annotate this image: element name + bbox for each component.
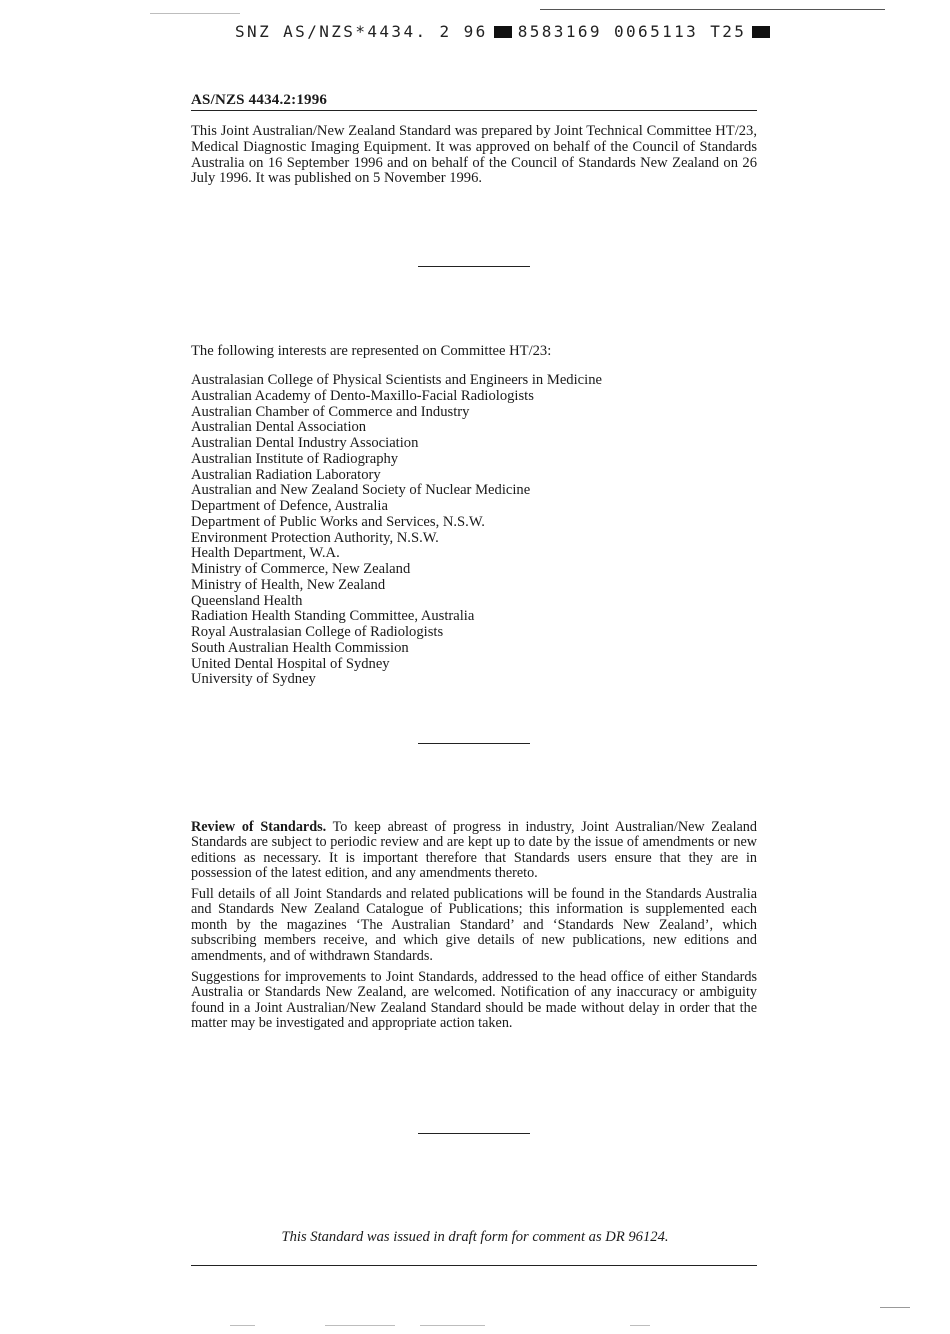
scan-artifact-line <box>420 1325 485 1326</box>
list-item: Radiation Health Standing Committee, Australia <box>191 608 475 625</box>
review-paragraph-2: Full details of all Joint Standards and related publications will be found in the Standards Australia and Standards New Zealand Catalogue of Publications; this information is supplemented each month by the magazines ‘The Australian Standard’ and ‘Standards New Zealand’, which subscribing members receive, and which give details of new publications, new editions and amendments, and of withdrawn Standards. <box>191 886 757 964</box>
list-item: Queensland Health <box>191 592 303 609</box>
review-paragraph-1 <box>191 820 757 882</box>
review-text-1: To keep abreast of progress in industry, Joint Australian/New Zealand Standards are subject to periodic review and are kept up to date by the issue of amendments or new editions as necessary. It is important therefore that Standards users ensure that they are in possession of the latest edition, and any amendments thereto. <box>191 819 757 882</box>
list-item: Australian Dental Association <box>191 419 367 436</box>
catalogue-code-header <box>235 22 795 41</box>
scan-artifact-line <box>230 1325 255 1326</box>
list-item: Royal Australasian College of Radiologists <box>191 624 444 640</box>
list-item: Ministry of Health, New Zealand <box>191 576 386 593</box>
scan-artifact-line <box>540 9 885 10</box>
list-item: Ministry of Commerce, New Zealand <box>191 561 411 577</box>
list-item: University of Sydney <box>191 671 316 688</box>
redaction-block-icon <box>494 26 512 38</box>
catalogue-code-right: 8583169 0065113 T25 <box>517 22 747 41</box>
preparation-paragraph: This Joint Australian/New Zealand Standard was prepared by Joint Technical Committee HT/23, Medical Diagnostic Imaging Equipment. It was approved on behalf of the Council of Standards Australia on 16 September 1996 and on behalf of the Council of Standards New Zealand on 26 July 1996. It was published on 5 November 1996. <box>191 123 757 187</box>
committee-intro: The following interests are represented on Committee HT/23: <box>191 343 552 359</box>
list-item: Australian Dental Industry Association <box>191 435 419 451</box>
section-divider <box>418 1133 530 1134</box>
list-item: Australian Academy of Dento-Maxillo-Facial Radiologists <box>191 387 534 404</box>
list-item: South Australian Health Commission <box>191 639 409 656</box>
list-item: Health Department, W.A. <box>191 545 340 562</box>
list-item: United Dental Hospital of Sydney <box>191 655 390 672</box>
footer-rule <box>191 1265 757 1266</box>
organization-list <box>191 373 602 688</box>
heading-rule <box>191 110 757 111</box>
list-item: Australian Institute of Radiography <box>191 450 399 467</box>
section-divider <box>418 743 530 744</box>
scan-artifact-line <box>880 1307 910 1308</box>
list-item: Australian Chamber of Commerce and Industry <box>191 403 470 420</box>
scan-artifact-line <box>325 1325 395 1326</box>
list-item: Australian Radiation Laboratory <box>191 466 381 483</box>
scan-artifact-line <box>150 13 240 14</box>
scan-artifact-line <box>630 1325 650 1326</box>
list-item: Australasian College of Physical Scientists and Engineers in Medicine <box>191 372 602 388</box>
catalogue-code-left: SNZ AS/NZS*4434. 2 96 <box>235 22 488 41</box>
list-item: Department of Public Works and Services, N.S.W. <box>191 513 485 530</box>
list-item: Department of Defence, Australia <box>191 498 388 514</box>
draft-note: This Standard was issued in draft form for comment as DR 96124. <box>281 1229 669 1245</box>
standard-number: AS/NZS 4434.2:1996 <box>191 92 328 108</box>
list-item: Australian and New Zealand Society of Nuclear Medicine <box>191 482 531 499</box>
section-divider <box>418 266 530 267</box>
redaction-block-icon <box>752 26 770 38</box>
review-paragraph-3: Suggestions for improvements to Joint Standards, addressed to the head office of either Standards Australia or Standards New Zealand, are welcomed. Notification of any inaccuracy or ambiguity found in a Joint Australian/New Zealand Standard should be made without delay in order that the matter may be investigated and appropriate action taken. <box>191 969 757 1032</box>
review-heading: Review of Standards. <box>191 819 327 835</box>
list-item: Environment Protection Authority, N.S.W. <box>191 529 439 546</box>
